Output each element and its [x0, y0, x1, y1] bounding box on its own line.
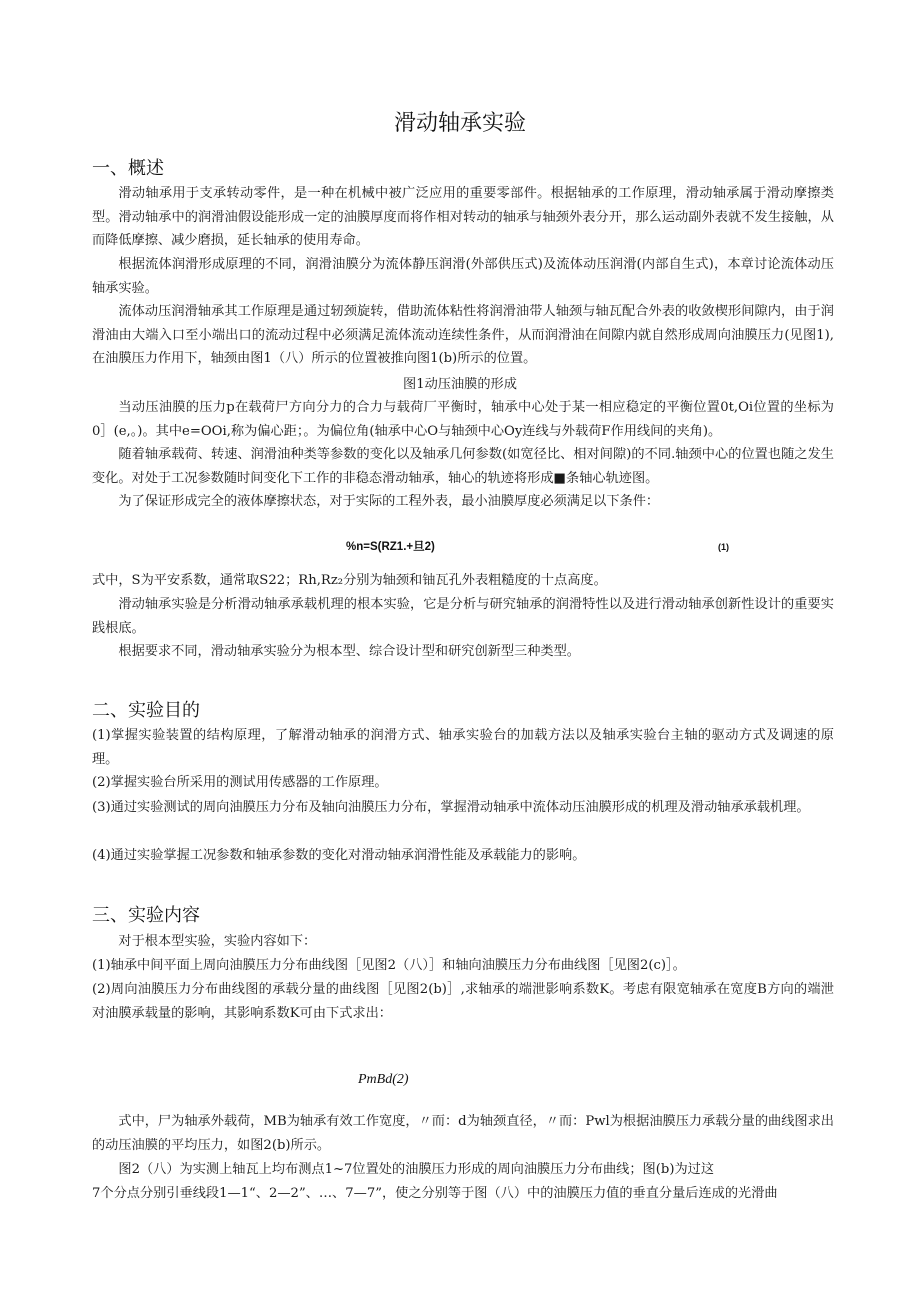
formula-number: (1) — [718, 542, 729, 552]
list-item: (2)周向油膜压力分布曲线图的承载分量的曲线图［见图2(b)］,求轴承的端泄影响系数K。考虑有限宽轴承在宽度B方向的端泄对油膜承载量的影响，其影响系数K可由下式求出： — [92, 982, 834, 1021]
paragraph: 滑动轴承用于支承转动零件，是一种在机械中被广泛应用的重要零部件。根据轴承的工作原理，滑动轴承属于滑动摩擦类型。滑动轴承中的润滑油假设能形成一定的油膜厚度而将作相对转动的轴承与轴颈外表分开，那么运动副外表就不发生接触，从而降低摩擦、减少磨损，延长轴承的使用寿命。 — [92, 186, 834, 249]
formula-end-leakage: PmBd(2) — [358, 1072, 409, 1087]
list-item: (1)掌握实验装置的结构原理，了解滑动轴承的润滑方式、轴承实验台的加载方法以及轴承实验台主轴的驱动方式及调速的原理。 — [92, 728, 834, 767]
paragraph: 根据流体润滑形成原理的不同，润滑油膜分为流体静压润滑(外部供压式)及流体动压润滑(内部自生式)，本章讨论流体动压轴承实验。 — [92, 257, 834, 296]
paragraph: 图2（八）为实测上轴瓦上均布测点1~7位置处的油膜压力形成的周向油膜压力分布曲线；图(b)为过这 — [118, 1162, 715, 1177]
figure-caption: 图1动压油膜的形成 — [403, 377, 517, 392]
paragraph: 为了保证形成完全的液体摩擦状态，对于实际的工程外表，最小油膜厚度必须满足以下条件： — [118, 494, 660, 509]
paragraph: 式中，S为平安系数，通常取S22；Rh,Rz₂分别为轴颈和铀瓦孔外表粗糙度的十点高度。 — [92, 573, 607, 588]
section-heading-contents: 三、实验内容 — [92, 905, 200, 926]
list-item: (3)通过实验测试的周向油膜压力分布及轴向油膜压力分布，掌握滑动轴承中流体动压油膜形成的机理及滑动轴承承载机理。 — [92, 800, 810, 815]
section-heading-overview: 一、概述 — [92, 158, 164, 179]
paragraph: 滑动轴承实验是分析滑动轴承承载机理的根本实验，它是分析与研究轴承的润滑特性以及进行滑动轴承创新性设计的重要实践根底。 — [92, 597, 834, 636]
paragraph: 对于根本型实验，实验内容如下： — [118, 934, 317, 949]
list-item: (2)掌握实验台所采用的测试用传感器的工作原理。 — [92, 775, 388, 790]
paragraph: 式中，尸为轴承外载荷，MB为轴承有效工作宽度，〃而：d为轴颈直径，〃而：Pwl为根据油膜压力承载分量的曲线图求出的动压油膜的平均压力，如图2(b)所示。 — [92, 1114, 834, 1153]
formula-min-film-thickness: %n=S(RZ1.+旦2) — [346, 541, 435, 553]
paragraph: 当动压油膜的压力p在载荷尸方向分力的合力与载荷厂平衡时，轴承中心处于某一相应稳定的平衡位置0t,Oi位置的坐标为0］(e,。)。其中e=OOi,称为偏心距；。为偏位角(轴承中心O与轴颈中心Oy连线与外载荷F作用线间的夹角)。 — [92, 400, 834, 439]
paragraph: 根据要求不同，滑动轴承实验分为根本型、综合设计型和研究创新型三种类型。 — [118, 644, 580, 659]
page-title: 滑动轴承实验 — [393, 111, 526, 136]
list-item: (1)轴承中间平面上周向油膜压力分布曲线图［见图2（八）］和轴向油膜压力分布曲线图［见图2(c)］。 — [92, 958, 686, 973]
paragraph: 7个分点分别引垂线段1—1“、2—2”、…、7—7”，使之分别等于图（八）中的油膜压力值的垂直分量后连成的光滑曲 — [92, 1186, 778, 1201]
section-heading-objectives: 二、实验目的 — [92, 700, 200, 721]
paragraph: 流体动压润滑轴承其工作原理是通过轫颈旋转，借助流体粘性将润滑油带人轴颈与轴瓦配合外表的收敛楔形间隙内，由于润滑油由大端入口至小端出口的流动过程中必须满足流体流动连续性条件，从而润滑油在间隙内就自然形成周向油膜压力(见图1),在油膜压力作用下，轴颈由图1（八）所示的位置被推向图1(b)所示的位置。 — [92, 304, 834, 367]
list-item: (4)通过实验掌握工况参数和轴承参数的变化对滑动轴承润滑性能及承载能力的影响。 — [92, 848, 586, 863]
paragraph: 随着轴承载荷、转速、润滑油种类等参数的变化以及轴承几何参数(如宽径比、相对间隙)的不同.轴颈中心的位置也随之发生变化。对处于工况参数随时间变化下工作的非稳态滑动轴承，轴心的轨迹将形成■条轴心轨迹图。 — [92, 447, 834, 486]
